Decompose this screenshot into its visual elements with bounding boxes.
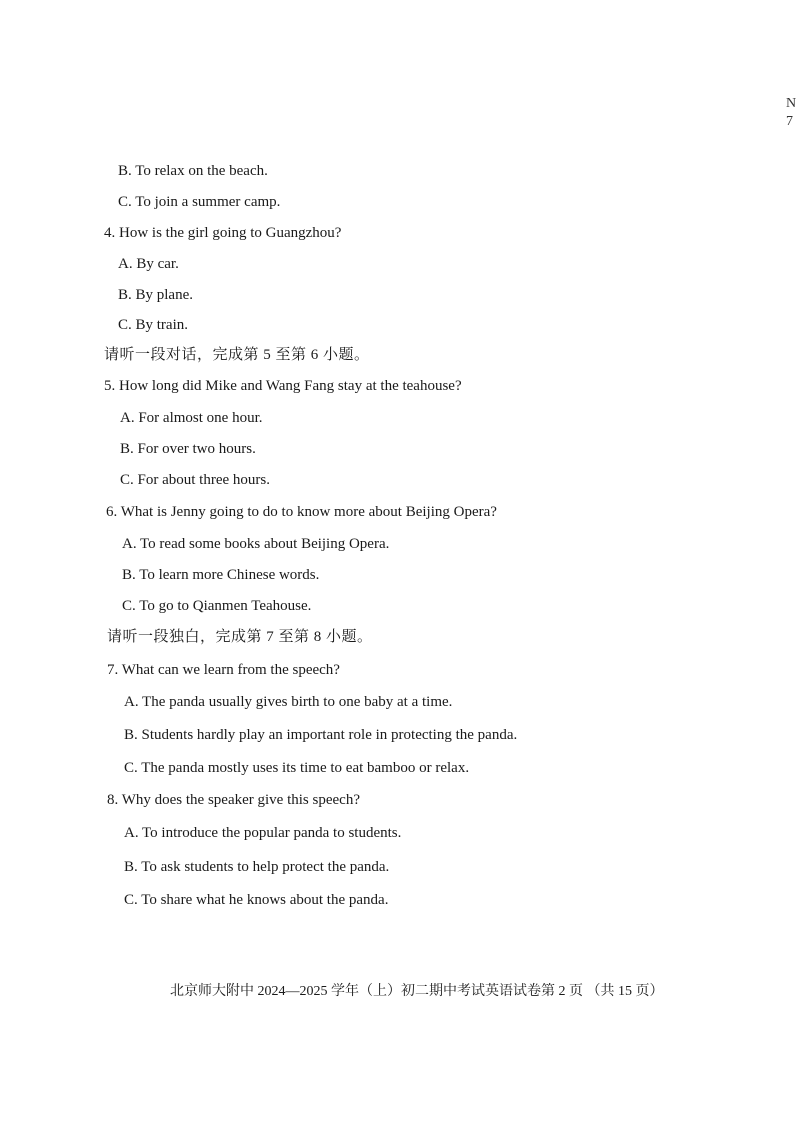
page-footer: 北京师大附中 2024—2025 学年（上）初二期中考试英语试卷第 2 页 （共 15 页）	[170, 984, 664, 999]
q4-option-c: C. By train.	[118, 317, 188, 333]
margin-mark-bottom: 7	[786, 114, 793, 129]
q7-option-b: B. Students hardly play an important role in protecting the panda.	[124, 727, 518, 743]
q4-question: 4. How is the girl going to Guangzhou?	[104, 225, 342, 241]
q4-option-b: B. By plane.	[118, 287, 193, 303]
q7-option-a: A. The panda usually gives birth to one baby at a time.	[124, 694, 453, 710]
q5-option-b: B. For over two hours.	[120, 441, 256, 457]
q6-option-c: C. To go to Qianmen Teahouse.	[122, 598, 312, 614]
q5-option-c: C. For about three hours.	[120, 472, 270, 488]
q8-option-c: C. To share what he knows about the panda.	[124, 892, 389, 908]
q6-question: 6. What is Jenny going to do to know more about Beijing Opera?	[106, 504, 497, 520]
q8-option-b: B. To ask students to help protect the panda.	[124, 859, 390, 875]
q5-option-a: A. For almost one hour.	[120, 410, 263, 426]
q8-question: 8. Why does the speaker give this speech?	[107, 792, 360, 808]
margin-mark-top: N	[786, 96, 796, 111]
q7-option-c: C. The panda mostly uses its time to eat bamboo or relax.	[124, 760, 470, 776]
instruction-7-8: 请听一段独白，完成第 7 至第 8 小题。	[107, 629, 373, 645]
q7-question: 7. What can we learn from the speech?	[107, 662, 340, 678]
instruction-5-6: 请听一段对话，完成第 5 至第 6 小题。	[104, 347, 370, 363]
q5-question: 5. How long did Mike and Wang Fang stay at the teahouse?	[104, 378, 462, 394]
q3-option-b: B. To relax on the beach.	[118, 163, 268, 179]
q6-option-a: A. To read some books about Beijing Opera.	[122, 536, 390, 552]
q6-option-b: B. To learn more Chinese words.	[122, 567, 320, 583]
q4-option-a: A. By car.	[118, 256, 179, 272]
q8-option-a: A. To introduce the popular panda to students.	[124, 825, 402, 841]
q3-option-c: C. To join a summer camp.	[118, 194, 281, 210]
